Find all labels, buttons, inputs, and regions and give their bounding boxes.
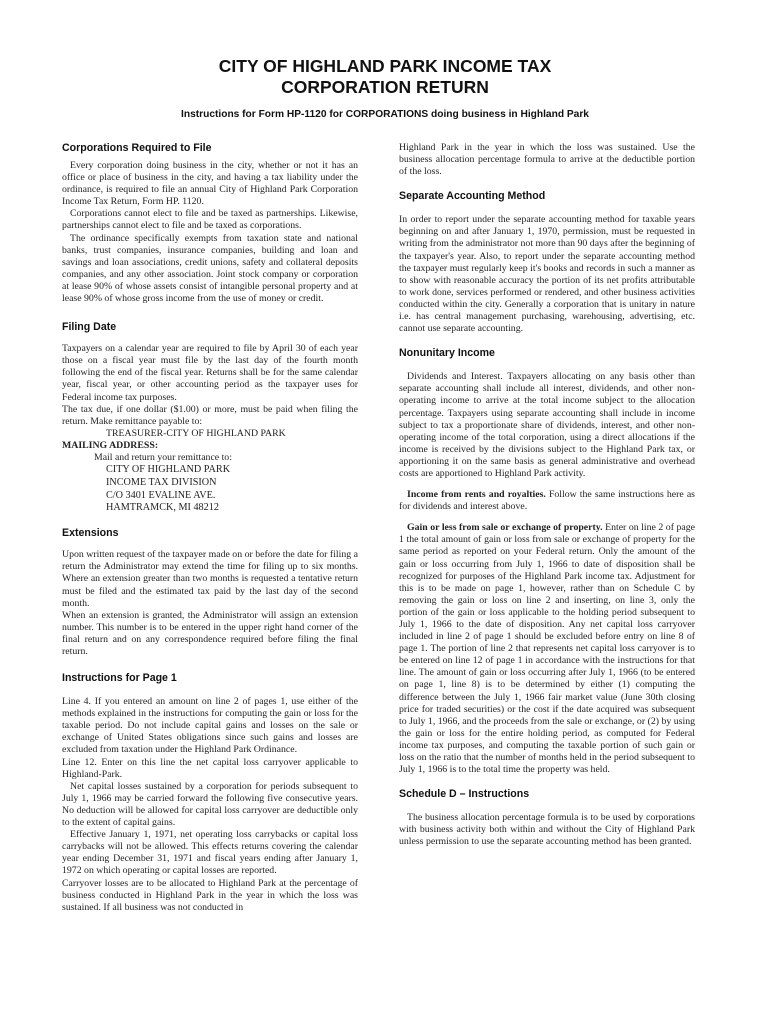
section-heading: Schedule D – Instructions bbox=[399, 788, 530, 801]
payee-line: TREASURER-CITY OF HIGHLAND PARK bbox=[106, 427, 286, 439]
paragraph-rents bbox=[399, 489, 695, 513]
paragraph-gain bbox=[399, 522, 695, 776]
section-heading: Corporations Required to File bbox=[62, 142, 212, 154]
paragraph-text: Follow the same instructions here as for dividends and interest above. bbox=[399, 489, 695, 513]
paragraph: The business allocation percentage formula is to be used by corporations with business activity both within and without the City of Highland Park unless permission to use the separate accounting method has been granted. bbox=[399, 812, 695, 848]
paragraph: Upon written request of the taxpayer made on or before the date for filing a return the Administrator may extend the time for filing up to six months. Where an extension greater than two months is requested a tentative return must be filed and the estimated tax paid by the last day of the second month. bbox=[62, 549, 358, 609]
paragraph: Every corporation doing business in the city, whether or not it has an office or place of business in the city, and having a tax liability under the ordinance, is required to file an annual City of Highland Park Corporation Income Tax Return, Form HP. 1120. bbox=[62, 160, 358, 208]
paragraph-text: Enter on line 2 of page 1 the total amount of gain or loss from sale or exchange of property for the same period as reported on your Federal return. Only the amount of the gain or loss occurring from July 1, 1966 to date of disposition shall be recognized for purposes of the Highland Park income tax. Adjustment for this is to be made on page 1, however, rather than on Schedule C by removing the gain or loss on line 2 and inserting, on line 3, only the portion of the gain or loss applicable to the holding period subsequent to July 1, 1966 to the date of disposition. Any net capital loss carryover included in line 2 of page 1 should be excluded before entry on line 8 of page 1. The portion of line 2 that represents net capital loss carryover is to be entered on line 12 of page 1 in accordance with the instructions for that line. The amount of gain or loss occurring after July 1, 1966 (to be entered on page 1, line 8) is to be determined by either (1) computing the difference between the July 1, 1966 fair market value (June 30th closing price for traded securities) or the cost if the date acquired was subsequent to July 1, 1966, and the proceeds from the sale or exchange, or (2) by using the gain or loss for the entire holding period, as computed for Federal income tax purposes, and computing the taxable portion of such gain or loss on the ratio that the number of months held in the period subsequent to July 1, 1966 is to the total time the property was held. bbox=[399, 522, 695, 776]
mailing-address-label: MAILING ADDRESS: bbox=[62, 439, 159, 451]
section-heading: Separate Accounting Method bbox=[399, 190, 546, 203]
section-nonunitary-income bbox=[399, 347, 695, 776]
right-column bbox=[399, 142, 695, 849]
section-heading: Extensions bbox=[62, 527, 119, 540]
paragraph: When an extension is granted, the Administrator will assign an extension number. This number is to be entered in the upper right hand corner of the final return and on any correspondence required before filing the final return. bbox=[62, 609, 358, 657]
mail-instruction: Mail and return your remittance to: bbox=[94, 451, 232, 463]
document-title bbox=[0, 56, 770, 98]
address-line: CITY OF HIGHLAND PARK bbox=[106, 464, 231, 476]
section-heading: Instructions for Page 1 bbox=[62, 672, 177, 685]
address-line: INCOME TAX DIVISION bbox=[106, 476, 217, 488]
paragraph: Taxpayers on a calendar year are required to file by April 30 of each year those on a fiscal year must file by the last day of the fourth month following the end of the fiscal year. Returns shall be for the same calendar year, fiscal year, or other accounting period as the taxpayer uses for Federal income tax purposes. bbox=[62, 343, 358, 403]
run-in-heading: Income from rents and royalties. bbox=[407, 489, 546, 501]
paragraph: In order to report under the separate accounting method for taxable years beginning on and after January 1, 1970, permission, must be requested in writing from the administrator not more than 90 days after the beginning of the taxpayer's year. Also, to report under the separate accounting method the taxpayer must regularly keep it's books and records in such a manner as to show with reasonable accuracy the portion of its net profits attributable to work done, services performed or rendered, and other business activities conducted within the city. Generally a corporation that is unitary in nature i.e. has central management purchasing, warehousing, advertising, etc. cannot use separate accounting. bbox=[399, 214, 695, 335]
left-column bbox=[62, 142, 358, 914]
title-line-1: CITY OF HIGHLAND PARK INCOME TAX bbox=[218, 56, 552, 76]
paragraph: Dividends and Interest. Taxpayers allocating on any basis other than separate accounting shall include all interest, dividends, and other non-operating income to arrive at the total income subject to the allocation percentage. Taxpayers using separate accounting shall include in income subject to tax a proportionate share of dividends, interest, and other non-operating income of the total corporation, using a direct allocations if the income is received by the divisions subject to the Highland Park tax, or apportioning it on the same basis as general administrative and overhead costs are apportioned to Highland Park activity. bbox=[399, 371, 695, 479]
title-line-2: CORPORATION RETURN bbox=[281, 77, 489, 97]
section-heading: Filing Date bbox=[62, 321, 117, 334]
section-filing-date bbox=[62, 321, 358, 515]
paragraph: Effective January 1, 1971, net operating loss carrybacks or capital loss carrybacks will not be allowed. This effects returns covering the calendar year ending December 31, 1971 and fiscal years ending after January 1, 1972 on which operating or capital losses are reported. bbox=[62, 829, 358, 877]
paragraph: The ordinance specifically exempts from taxation state and national banks, trust companies, insurance companies, building and loan and savings and loan associations, credit unions, safety and collateral deposits companies, and any other association. Joint stock company or corporation at lease 90% of whose assets consist of intangible personal property and at lease 90% of whose gross income from the use of money or credit. bbox=[62, 232, 358, 305]
paragraph: Highland Park in the year in which the loss was sustained. Use the business allocation percentage formula to arrive at the deductible portion of the loss. bbox=[399, 142, 695, 178]
address-line: C/O 3401 EVALINE AVE. bbox=[106, 489, 216, 501]
mailing-address-block bbox=[62, 428, 358, 515]
paragraph: Corporations cannot elect to file and be taxed as partnerships. Likewise, partnerships cannot elect to file and be taxed as corporations. bbox=[62, 208, 358, 232]
section-corporations-required bbox=[62, 142, 358, 305]
section-separate-accounting bbox=[399, 190, 695, 335]
paragraph: Line 4. If you entered an amount on line 2 of pages 1, use either of the methods explained in the instructions for computing the gain or loss for the taxable period. Do not include capital gains and losses on the sale or exchange of United States obligations since such gains and losses are excluded from taxation under the Highland Park Ordinance. bbox=[62, 696, 358, 756]
document-subtitle: Instructions for Form HP-1120 for CORPORATIONS doing business in Highland Park bbox=[181, 109, 589, 120]
section-instructions-page-1 bbox=[62, 672, 358, 914]
paragraph: The tax due, if one dollar ($1.00) or more, must be paid when filing the return. Make remittance payable to: bbox=[62, 403, 358, 427]
section-extensions bbox=[62, 527, 358, 658]
paragraph: Net capital losses sustained by a corporation for periods subsequent to July 1, 1966 may be carried forward the following five consecutive years. No deduction will be allowed for capital loss carryover are deductible only to the extent of capital gains. bbox=[62, 780, 358, 829]
section-schedule-d bbox=[399, 788, 695, 848]
section-heading: Nonunitary Income bbox=[399, 347, 495, 360]
run-in-heading: Gain or less from sale or exchange of property. bbox=[407, 522, 603, 534]
address-line: HAMTRAMCK, MI 48212 bbox=[106, 502, 219, 514]
paragraph: Carryover losses are to be allocated to Highland Park at the percentage of business conducted in Highland Park in the year in which the loss was sustained. If all business was not conducted in bbox=[62, 877, 358, 913]
paragraph: Line 12. Enter on this line the net capital loss carryover applicable to Highland-Park. bbox=[62, 756, 358, 780]
